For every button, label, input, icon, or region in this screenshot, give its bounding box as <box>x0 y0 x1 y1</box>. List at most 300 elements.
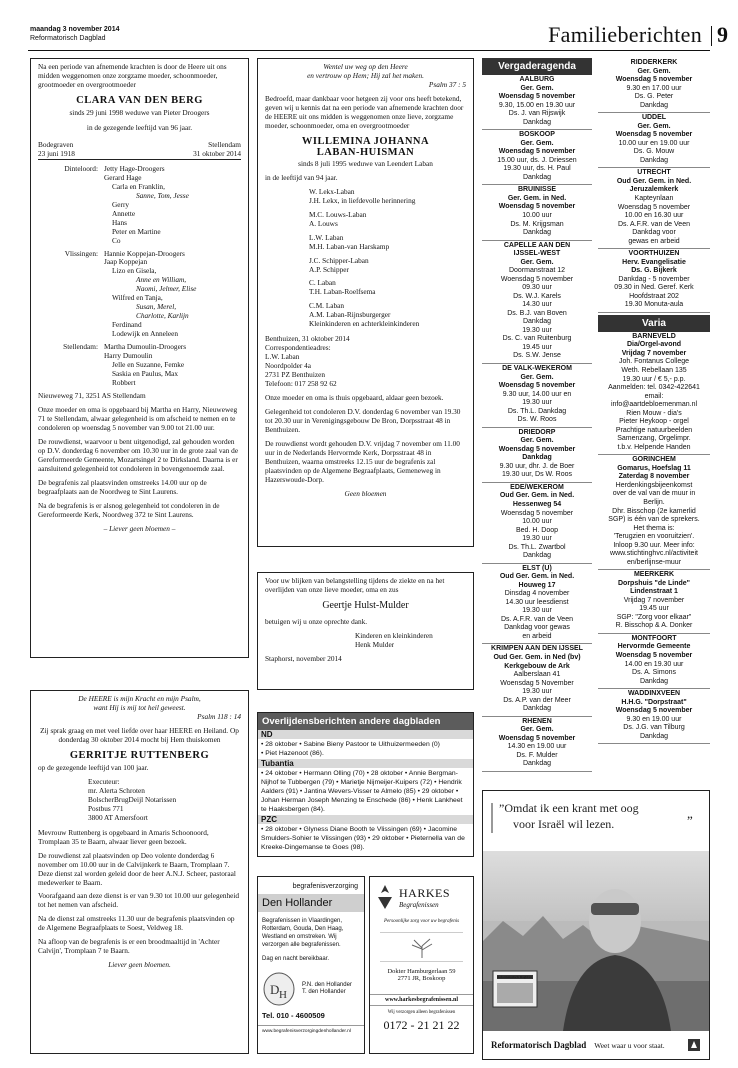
entry-heading: BOSKOOP <box>519 131 555 139</box>
address-line: BolscherBrugDeijl Notarissen <box>88 794 177 804</box>
entry-heading: BARNEVELD <box>632 332 676 340</box>
birth-date: 23 juni 1918 <box>38 148 75 158</box>
family-member: Sanne, Tom, Jesse <box>136 190 189 200</box>
promo-photo <box>483 851 709 1031</box>
entry-heading: Gomarus, Hoefslag 11 <box>617 464 691 472</box>
entry-detail: Ds. A.F.R. van de Veen <box>501 615 573 623</box>
agenda-entry <box>598 455 710 570</box>
notice-paragraph: Voorafgaand aan deze dienst is er van 9.30 tot 10.00 uur gelegenheid tot het nemen van afscheid. <box>38 891 240 910</box>
closing-line: – Liever geen bloemen – <box>103 523 176 533</box>
family-member: Martha Dumoulin-Droogers <box>104 342 187 352</box>
entry-detail: Ds. J.G. van Tilburg <box>623 724 685 732</box>
entry-detail: 10.00 uur en 19.00 uur <box>618 139 690 147</box>
family-group <box>38 343 241 388</box>
meeting-agenda-list <box>598 58 710 313</box>
family-member: C. Laban <box>309 278 336 288</box>
entry-detail: 19.30 uur <box>522 535 552 543</box>
entry-detail: SGP) is één van de sprekers. <box>608 516 700 524</box>
other-newspapers-box <box>257 712 474 857</box>
entry-detail: Weth. Rebellaan 135 <box>621 367 687 374</box>
entry-detail: Woensdag 5 November <box>500 679 574 687</box>
entry-detail: Dankdag <box>522 760 552 768</box>
entry-detail: Dankdag <box>522 318 552 326</box>
entry-detail: Aalberslaan 41 <box>513 671 561 679</box>
entry-heading: Ger. Gem. <box>520 84 554 92</box>
deceased-name: CLARA VAN DEN BERG <box>76 94 203 106</box>
entry-heading: Vrijdag 7 november <box>621 349 687 357</box>
entry-detail: Ds. A.F.R. van de Veen <box>618 220 690 228</box>
entry-heading: EDE/WEKEROM <box>510 483 564 491</box>
entry-detail: Berlijn. <box>643 498 665 506</box>
entry-detail: Ds. B.J. van Boven <box>507 309 567 317</box>
notice-intro: Bedroefd, maar dankbaar voor hetgeen zij voor ons heeft betekend, geven wij u kennis dat na een periode van afnemende krachten door de HEERE uit ons midden is weggenomen onze lieve, zorgzame moeder, schoonmoeder, oma en overgrootmoeder <box>265 93 464 130</box>
entry-detail: Aanmelden: tel. 0342-422641 <box>608 384 700 392</box>
promo-brand: Reformatorisch Dagblad <box>491 1040 587 1050</box>
promo-quote <box>499 801 639 832</box>
entry-heading: Woensdag 5 november <box>498 445 576 453</box>
family-place: Dinteloord: <box>64 163 98 173</box>
entry-detail: 'Terugzien en vooruitzien'. <box>613 533 695 541</box>
family-member: J.H. Lekx, in liefdevolle herinnering <box>309 195 416 205</box>
entry-heading: Ger. Gem. <box>520 373 554 381</box>
address-line: L.W. Laban <box>265 352 300 362</box>
family-member: Lodewijk en Anneleen <box>112 329 179 339</box>
entry-heading: Dia/Orgel-avond <box>626 341 682 349</box>
entry-detail: en arbeid <box>522 632 552 640</box>
agenda-entry <box>482 364 592 428</box>
entry-detail: Dankdag <box>639 101 669 109</box>
agenda-entry <box>482 130 592 185</box>
deceased-name: Geertje Hulst-Mulder <box>322 599 409 611</box>
entry-heading: Dorpshuis "de Linde" <box>618 579 690 587</box>
family-group <box>38 250 241 340</box>
correspondence-address <box>265 335 466 389</box>
notice-intro: Zij sprak graag en met veel liefde over haar HEERE en Heiland. Op donderdag 30 oktober 2014 mocht bij Hem thuiskomen <box>40 725 239 744</box>
other-newspapers-title: Overlijdensberichten andere dagbladen <box>258 713 473 730</box>
entry-detail: Ds. W.J. Karels <box>513 292 561 300</box>
family-group <box>309 188 466 206</box>
entry-heading: MEERKERK <box>633 571 675 579</box>
ad-person: P.N. den Hollander <box>302 981 352 988</box>
entry-detail: email: <box>644 392 664 400</box>
entry-heading: H.H.G. "Dorpstraat" <box>621 698 687 706</box>
family-member: Jaap Koppejan <box>104 257 148 267</box>
entry-detail: Het thema is: <box>633 524 675 532</box>
verse-reference: Psalm 37 : 5 <box>428 79 466 89</box>
family-list <box>38 165 241 388</box>
entry-detail: 14.30 uur leesdienst <box>505 598 569 606</box>
family-member: A.M. Laban-Rijnsburgerger <box>309 310 391 320</box>
entry-detail: Herdenkingsbijeenkomst <box>615 481 693 489</box>
family-member: A.P. Schipper <box>309 264 349 274</box>
entry-heading: MONTFOORT <box>631 634 677 642</box>
family-group <box>309 279 466 297</box>
family-member: Robbert <box>112 378 136 388</box>
verse-line: Wentel uw weg op den Heere <box>323 62 408 71</box>
entry-detail: Dankdag - 5 november <box>618 275 690 283</box>
address-line: Telefoon: 017 258 92 62 <box>265 379 337 389</box>
family-group <box>38 165 241 246</box>
ad-company-name: HARKES <box>399 885 451 900</box>
entry-detail: Dankdag <box>522 552 552 560</box>
notice-paragraph: Na afloop van de begrafenis is er een broodmaaltijd in 'Achter Calvijn', Tromplaan 7 te Baarn. <box>38 937 220 956</box>
ad-body: Begrafenissen in Vlaardingen, Rotterdam, Gouda, Den Haag, Westland en omstreken. Wij verzorgen alle begrafenissen. <box>262 918 344 948</box>
entry-heading: Ger. Gem. <box>637 67 671 75</box>
entry-heading: Hessenweg 54 <box>512 500 562 508</box>
deceased-name: LABAN-HUISMAN <box>316 146 415 158</box>
family-member: C.M. Laban <box>309 301 345 311</box>
deceased-name: WILLEMINA JOHANNA <box>301 135 430 147</box>
ad-company-name: Den Hollander <box>258 894 364 912</box>
notice-paragraph: Onze moeder en oma is opgebaard bij Martha en Harry, Nieuweweg 71 te Stellendam, alwaar gelegenheid is om afscheid te nemen en te condoleren op woensdag 5 november van 9.00 tot 21.00 uur. <box>38 405 238 432</box>
entry-heading: Woensdag 5 november <box>498 148 576 156</box>
agenda-entry <box>482 717 592 772</box>
deceased-name: GERRITJE RUTTENBERG <box>69 749 210 761</box>
agenda-entry <box>598 58 710 113</box>
entry-detail: Dankdag <box>639 156 669 164</box>
entry-detail: Ds. W. Roos <box>517 416 557 424</box>
notice-paragraph: Na de begrafenis is er alsnog gelegenheid tot condoleren in de Gereformeerde Kerk, Noordweg 372 te Sint Laurens. <box>38 500 220 519</box>
executor-address <box>38 778 241 823</box>
address-line: Executeur: <box>88 776 120 786</box>
family-member: Peter en Martine <box>112 226 161 236</box>
family-member: L.W. Laban <box>309 232 344 242</box>
entry-detail: 9.30 en 19.00 uur <box>626 715 682 723</box>
entry-detail: Ds. Th.L. Dankdag <box>507 407 567 415</box>
meeting-agenda-list <box>482 75 592 772</box>
header-date: maandag 3 november 2014 <box>30 26 120 33</box>
family-member: Jetty Hage-Droogers <box>104 163 165 173</box>
entry-detail: Woensdag 5 november <box>500 509 574 517</box>
page-section-title: Familieberichten <box>548 22 702 47</box>
agenda-entry <box>598 249 710 313</box>
notice-paragraph: Gelegenheid tot condoleren D.V. donderdag 6 november van 19.30 tot 20.30 uur in Verenigingsgebouw De Bron, Dorpsstraat 48 in Benthuizen. <box>265 407 461 435</box>
entry-detail: 10.00 en 16.30 uur <box>624 212 684 220</box>
closing-line: Geen bloemen <box>344 488 387 498</box>
entry-detail: Ds. G. Peter <box>634 93 674 101</box>
ad-harkes <box>369 876 474 1054</box>
age-line: in de gezegende leeftijd van 96 jaar. <box>86 122 193 132</box>
entry-heading: AALBURG <box>519 76 555 83</box>
varia-heading: Varia <box>598 315 710 332</box>
entry-heading: Woensdag 5 november <box>615 76 693 84</box>
family-place: Vlissingen: <box>64 248 98 258</box>
family-member: Anne en William, <box>136 275 187 285</box>
agenda-entry <box>482 564 592 645</box>
entry-detail: 19.30 uur <box>522 399 552 407</box>
family-members <box>104 250 241 340</box>
entry-detail: Dankdag voor <box>632 229 676 237</box>
quote-line: voor Israël wil lezen. <box>513 816 615 831</box>
address-line: Benthuizen, 31 oktober 2014 <box>265 334 350 344</box>
agenda-entry <box>482 75 592 130</box>
entry-detail: Ds. C. van Ruitenburg <box>502 335 572 343</box>
header-paper-name: Reformatorisch Dagblad <box>30 35 106 42</box>
entry-detail: Ds. A. Simons <box>632 669 676 677</box>
ad-person: T. den Hollander <box>302 989 346 996</box>
entry-heading: CAPELLE AAN DEN <box>503 241 571 249</box>
family-member: T.H. Laban-Roelfsema <box>309 287 376 297</box>
address-line: Correspondentieadres: <box>265 343 331 353</box>
family-member: J.C. Schipper-Laban <box>309 255 369 265</box>
newspaper-source: Tubantia <box>258 759 473 768</box>
entry-heading: Herv. Evangelisatie <box>622 258 686 266</box>
obituary-line: • Piet Hazenoot (86). <box>261 750 324 758</box>
obituary-line: • 28 oktober • Sabine Bieny Pastoor te Uithuizermeeden (0) <box>261 741 440 749</box>
ad-tagline: begrafenisverzorging <box>292 883 358 890</box>
widow-line: sinds 8 juli 1995 weduwe van Leendert Laban <box>298 158 433 168</box>
entry-detail: 10.00 uur <box>522 518 552 526</box>
agenda-entry <box>482 185 592 240</box>
entry-heading: Woensdag 5 november <box>615 131 693 139</box>
notice-intro: Voor uw blijken van belangstelling tijdens de ziekte en na het overlijden van onze lieve moeder, oma en zus <box>265 576 445 594</box>
family-member: Naomi, Jelmer, Elise <box>136 284 197 294</box>
agenda-entry <box>482 644 592 716</box>
family-member: Wilfred en Tanja, <box>112 293 163 303</box>
address-line: 3800 AT Amersfoort <box>88 812 148 822</box>
inset-paper-name: Reformatorisch Dagblad <box>497 975 532 979</box>
family-member: Hans <box>112 217 127 227</box>
family-members <box>104 343 241 388</box>
entry-detail: Inloop 9.30 uur. Meer info: <box>613 541 695 549</box>
den-hollander-logo <box>262 971 296 1007</box>
thank-you-notice-hulst-mulder <box>257 572 474 690</box>
entry-detail: Ds. G. Mouw <box>633 148 675 156</box>
header-rule <box>28 50 710 51</box>
entry-detail: 19.30 uur, ds. H. Paul <box>503 165 571 173</box>
entry-heading: Houweg 17 <box>518 581 556 589</box>
entry-heading: Ger. Gem. <box>520 139 554 147</box>
entry-detail: 10.00 uur <box>522 211 552 219</box>
age-line: op de gezegende leeftijd van 100 jaar. <box>38 762 149 772</box>
family-group <box>309 302 466 329</box>
family-member: Harry Dumoulin <box>104 351 153 361</box>
entry-detail: Prachtige natuurbeelden <box>615 426 693 434</box>
brand-logo-icon <box>687 1038 701 1052</box>
entry-detail: Rien Mouw - dia's <box>626 409 682 417</box>
entry-heading: KRIMPEN AAN DEN IJSSEL <box>491 645 583 653</box>
header-divider <box>711 26 712 46</box>
entry-detail: SGP: "Zorg voor elkaar" <box>616 613 692 621</box>
meeting-agenda-heading: Vergaderagenda <box>482 58 592 75</box>
death-place: Stellendam <box>208 139 241 149</box>
entry-heading: IJSSEL-WEST <box>513 250 561 258</box>
entry-heading: Ger. Gem. <box>520 726 554 734</box>
entry-detail: 19.30 uur, Ds W. Roos <box>501 471 573 479</box>
family-member: Lizo en Gisela, <box>112 266 157 276</box>
entry-heading: Kerkgebouw de Ark <box>504 662 570 670</box>
family-member: Charlotte, Karlijn <box>136 311 189 321</box>
family-place: Stellendam: <box>63 342 98 352</box>
svg-text:D: D <box>270 982 280 998</box>
agenda-column-right <box>598 58 710 770</box>
notice-paragraph: De begrafenis zal plaatsvinden omstreeks 14.00 uur op de begraafplaats aan de Noordweg te Sint Laurens. <box>38 477 207 496</box>
entry-heading: Ger. Gem. <box>520 258 554 266</box>
entry-detail: Dankdag <box>522 229 552 237</box>
entry-detail: Pieter Heykoop - orgel <box>619 418 689 426</box>
agenda-entry <box>598 113 710 168</box>
death-notice-laban-huisman <box>257 58 474 547</box>
entry-heading: RHENEN <box>522 717 552 725</box>
harkes-logo <box>374 883 396 911</box>
family-group <box>309 257 466 275</box>
quote-line: ”Omdat ik een krant met oog <box>499 801 639 815</box>
death-notice-ruttenberg <box>30 690 249 1054</box>
ad-company-sub: Begrafenissen <box>399 900 439 909</box>
ad-url[interactable]: www.harkesbegrafenissen.nl <box>370 994 473 1006</box>
family-list <box>265 188 466 330</box>
entry-heading: Woensdag 5 november <box>498 203 576 211</box>
entry-heading: Oud Ger. Gem. in Ned (bv) <box>493 654 581 661</box>
obituary-line: • 28 oktober • Glyness Diane Booth te Vlissingen (69) • Jacomine Smulders-Sohier te Vlissingen (93) • 29 oktober • Pieternella van de Kreeke-Dingemanse te Goes (98). <box>261 825 465 852</box>
family-member: Susan, Merel, <box>136 302 177 312</box>
entry-heading: Ger. Gem. <box>520 437 554 445</box>
family-member: M.C. Louws-Laban <box>309 209 367 219</box>
entry-detail: 19.30 uur <box>522 607 552 615</box>
ad-phone: 0172 - 21 21 22 <box>383 1018 460 1032</box>
entry-detail: Dankdag <box>639 677 669 685</box>
agenda-entry <box>598 570 710 634</box>
notice-intro: Na een periode van afnemende krachten is door de Heere uit ons midden weggenomen onze zorgzame moeder, schoonmoeder, grootmoeder en overgrootmoeder <box>38 62 227 89</box>
entry-detail: 19.45 uur <box>522 343 552 351</box>
ad-address: 2771 JR, Boskoop <box>397 975 446 982</box>
entry-detail: Hoofdstraat 202 <box>629 292 679 300</box>
entry-detail: 14.30 uur <box>522 301 552 309</box>
entry-detail: 19.30 uur / € 5,- p.p. <box>622 375 686 383</box>
entry-heading: DE VALK-WEKEROM <box>502 365 572 372</box>
notice-paragraph: De rouwdienst zal plaatsvinden op Deo volente donderdag 6 november om 10.00 uur in de Calvijnkerk te Baarn, Tromplaan 7. Deze dienst zal worden geleid door de heer A.N.J. Scheer, pastoraal medewerker te Baarn. <box>38 850 236 887</box>
ad-address: Dokter Hamburgerlaan 59 <box>387 968 456 975</box>
family-member: Hannie Koppejan-Droogers <box>104 248 185 258</box>
entry-detail: Vrijdag 7 november <box>623 596 685 604</box>
entry-detail: info@aartdebloemenman.nl <box>610 401 698 409</box>
entry-heading: Zaterdag 8 november <box>618 473 690 481</box>
entry-detail: 9.30 uur, dhr. J. de Boer <box>499 462 575 470</box>
entry-detail: Dankdag <box>522 173 552 181</box>
entry-heading: Hervormde Gemeente <box>617 643 691 651</box>
address-line: Postbus 771 <box>88 803 124 813</box>
thanks-line: betuigen wij u onze oprechte dank. <box>265 617 368 627</box>
ad-url[interactable]: www.begrafenisverzorgingdenhollander.nl <box>258 1025 364 1038</box>
birth-death-dates <box>38 150 241 160</box>
page-number: 9 <box>717 22 728 47</box>
agenda-entry <box>598 168 710 249</box>
entry-detail: Ds. M. Krijgsman <box>510 220 564 228</box>
entry-heading: UDDEL <box>641 114 667 122</box>
entry-detail: Ds. S.W. Jense <box>513 352 561 360</box>
family-member: Co <box>112 235 121 245</box>
entry-heading: GORINCHEM <box>632 456 676 464</box>
entry-detail: Dankdag <box>639 732 669 740</box>
widow-line: sinds 29 juni 1998 weduwe van Pieter Droogers <box>69 107 210 117</box>
family-member: Gerard Hage <box>104 172 142 182</box>
family-member: Kleinkinderen en achterkleinkinderen <box>309 319 420 329</box>
agenda-entry <box>598 689 710 744</box>
entry-detail: 19.30 Monuta-aula <box>624 301 684 309</box>
closing-line: Liever geen bloemen. <box>108 960 171 970</box>
entry-heading: Lindenstraat 1 <box>630 588 678 596</box>
family-member: Ferdinand <box>112 320 142 330</box>
family-group <box>309 211 466 229</box>
entry-heading: Oud Ger. Gem. in Ned. <box>499 492 575 500</box>
verse-reference: Psalm 118 : 14 <box>197 711 241 721</box>
family-member: Annette <box>112 208 136 218</box>
family-member: M.H. Laban-van Harskamp <box>309 241 390 251</box>
birth-place: Bodegraven <box>38 139 74 149</box>
entry-detail: Dankdag voor gewas <box>504 624 570 632</box>
entry-heading: Woensdag 5 november <box>615 652 693 659</box>
other-newspapers-list <box>258 730 473 852</box>
ad-phone: Tel. 010 - 4600509 <box>262 1011 325 1021</box>
tree-image <box>380 932 463 962</box>
entry-detail: 19.45 uur <box>639 605 669 613</box>
entry-detail: Ds. F. Mulder <box>516 751 558 759</box>
death-notice-clara-van-den-berg <box>30 58 249 658</box>
entry-detail: en/berlijnse-muur <box>626 558 682 566</box>
entry-heading: BRUINISSE <box>517 186 557 194</box>
agenda-entry <box>598 634 710 689</box>
entry-detail: Woensdag 5 november <box>617 203 691 211</box>
age-line: in de leeftijd van 94 jaar. <box>265 172 338 182</box>
address-line: 2731 PZ Benthuizen <box>265 370 325 380</box>
home-address: Nieuweweg 71, 3251 AS Stellendam <box>38 391 146 401</box>
entry-detail: over de val van de muur in <box>612 490 696 498</box>
entry-detail: 9.30, 15.00 en 19.30 uur <box>498 101 576 109</box>
entry-detail: R. Bisschop & A. Donker <box>615 622 693 630</box>
notice-paragraph: Onze moeder en oma is thuis opgebaard, aldaar geen bezoek. <box>265 393 444 403</box>
entry-detail: Dhr. Bisschop (2e kamerlid <box>612 507 696 515</box>
entry-heading: Ds. G. Bijkerk <box>631 267 677 275</box>
notice-paragraph: Na de dienst zal omstreeks 11.30 uur de begrafenis plaatsvinden op de Algemene Begraafplaats te Soest, Veldweg 18. <box>38 914 235 933</box>
notice-paragraph: Mevrouw Ruttenberg is opgebaard in Amaris Schoonoord, Tromplaan 35 te Baarn, alwaar liever geen bezoek. <box>38 827 209 846</box>
entry-heading: Oud Ger. Gem. in Ned. <box>616 177 692 185</box>
agenda-entry <box>482 483 592 564</box>
entry-heading: Ger. Gem. <box>637 122 671 130</box>
entry-detail: Dankdag <box>522 705 552 713</box>
family-members <box>104 165 241 246</box>
quote-mark: ” <box>687 813 693 828</box>
death-date: 31 oktober 2014 <box>193 148 241 158</box>
family-line: Kinderen en kleinkinderen <box>355 631 433 641</box>
entry-detail: Doormanstraat 12 <box>508 267 566 275</box>
entry-detail: 19.30 uur <box>522 326 552 334</box>
entry-heading: ELST (U) <box>522 564 552 572</box>
family-member: A. Louws <box>309 218 338 228</box>
verse-line: want Hij is mij tot heil geweest. <box>93 702 186 712</box>
agenda-entry <box>598 332 710 455</box>
entry-detail: Dinsdag 4 november <box>504 590 570 598</box>
entry-detail: gewas en arbeid <box>628 237 680 245</box>
family-line: Henk Mulder <box>355 640 395 650</box>
entry-detail: 14.30 en 19.00 uur <box>507 743 567 751</box>
ad-availability: Dag en nacht bereikbaar. <box>262 955 330 962</box>
entry-detail: Woensdag 5 november <box>500 275 574 283</box>
entry-heading: VOORTHUIZEN <box>628 250 680 258</box>
entry-detail: Dankdag <box>522 118 552 126</box>
entry-detail: www.stichtinghvc.nl/activiteit <box>610 550 698 558</box>
agenda-entry <box>482 428 592 483</box>
notice-paragraph: De rouwdienst, waarvoor u bent uitgenodigd, zal gehouden worden op D.V. donderdag 6 november om 10.30 uur in de grote zaal van de Gereformeerde Gemeente, Mozartsingel 2 te Dirksland. Daarna is er aansluitend gelegenheid tot condoleren in bovengenoemde zaal. <box>38 436 239 473</box>
entry-heading: WADDINXVEEN <box>627 690 681 698</box>
family-member: Carla en Franklin, <box>112 181 165 191</box>
entry-detail: 9.30 en 17.00 uur <box>626 84 682 92</box>
entry-detail: 14.00 en 19.30 uur <box>624 660 684 668</box>
family-member: W. Lekx-Laban <box>309 186 355 196</box>
newspaper-source: PZC <box>258 815 473 824</box>
entry-heading: Oud Ger. Gem. in Ned. <box>499 573 575 581</box>
agenda-entry <box>482 241 592 364</box>
entry-heading: Jeruzalemkerk <box>629 186 679 194</box>
